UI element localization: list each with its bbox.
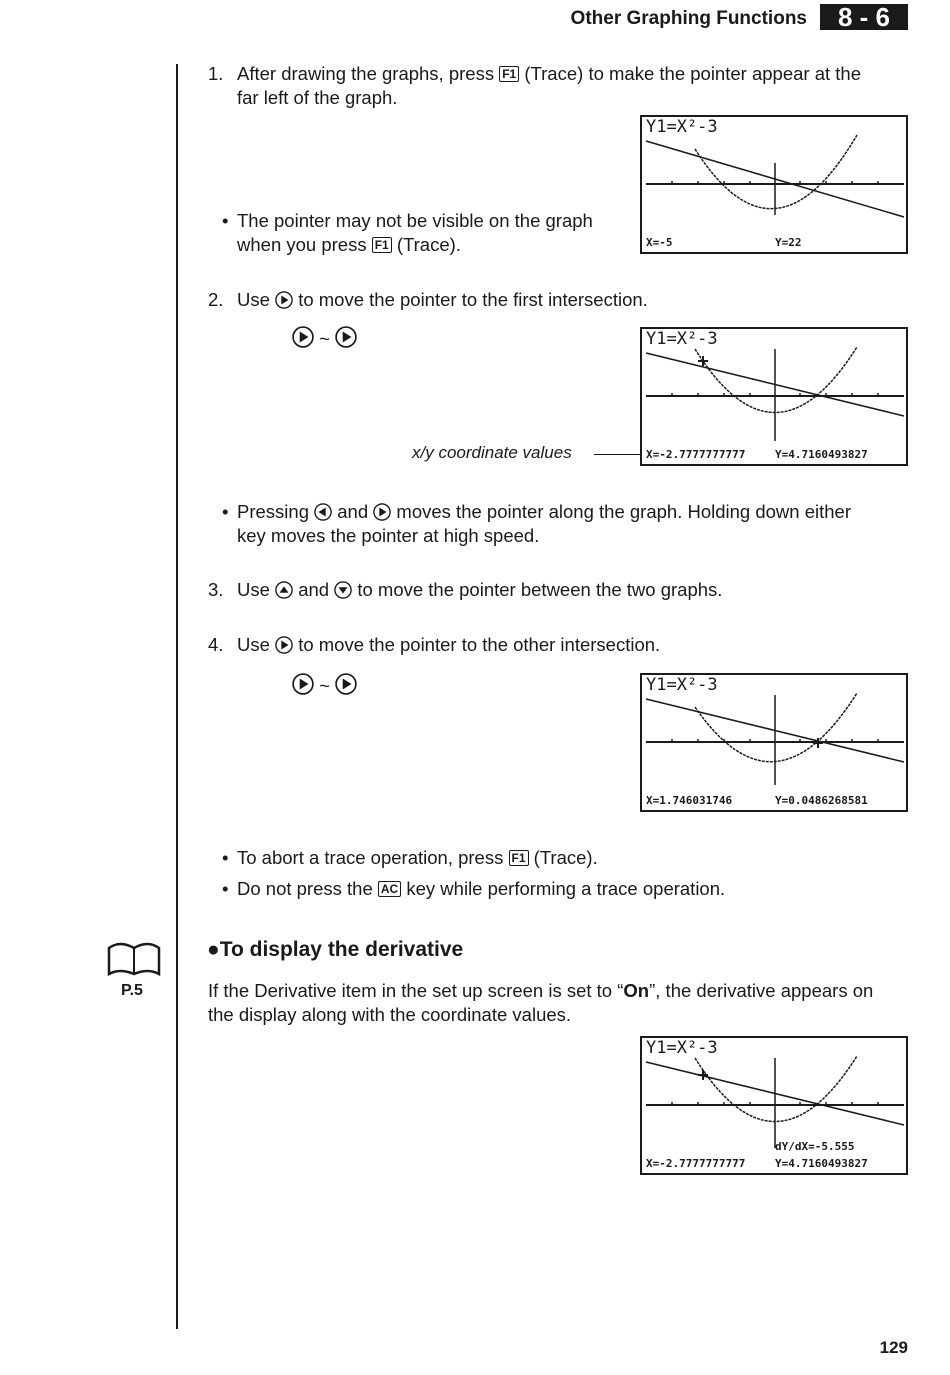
screen-derivative-value: dY/dX=-5.555 (775, 1140, 855, 1153)
margin-rule (176, 64, 178, 1329)
right-arrow-key-icon (335, 673, 357, 695)
step-3-number: 3. (208, 579, 224, 600)
section-heading: ●To display the derivative (207, 938, 464, 961)
page-reference: P.5 (121, 982, 143, 999)
screen-x-value: X=-2.7777777777 (646, 1157, 746, 1170)
f1-key-icon: F1 (509, 850, 529, 866)
screen-x-value: X=1.746031746 (646, 794, 733, 807)
header-title: Other Graphing Functions (570, 8, 807, 29)
down-arrow-key-icon (334, 581, 352, 599)
up-arrow-key-icon (275, 581, 293, 599)
bullet-icon: • (222, 210, 229, 231)
bullet-icon: • (222, 501, 229, 522)
calculator-screen-2 (640, 327, 908, 466)
step-3-text: Use and to move the pointer between the two graphs. (237, 579, 723, 600)
step-4-text: Use to move the pointer to the other intersection. (237, 634, 661, 655)
key-sequence-1: ~ (292, 326, 357, 351)
derivative-paragraph: If the Derivative item in the set up screen is set to “On”, the derivative appears on the display along with the coordinate values. (208, 980, 874, 1025)
bullet-3-text: To abort a trace operation, press F1 (Trace). (237, 847, 598, 868)
calculator-screen-3 (640, 673, 908, 812)
screen-function: Y1=X²-3 (646, 117, 718, 137)
callout-line (594, 454, 644, 455)
right-arrow-key-icon (292, 673, 314, 695)
right-arrow-key-icon (373, 503, 391, 521)
bullet-icon: • (222, 847, 229, 868)
right-arrow-key-icon (292, 326, 314, 348)
left-arrow-key-icon (314, 503, 332, 521)
screen-y-value: Y=4.7160493827 (775, 1157, 868, 1170)
step-1-text: After drawing the graphs, press F1 (Trace) to make the pointer appear at the far left of the graph. (237, 63, 861, 108)
step-2-text: Use to move the pointer to the first intersection. (237, 289, 648, 310)
step-2-number: 2. (208, 289, 224, 310)
right-arrow-key-icon (275, 636, 293, 654)
f1-key-icon: F1 (499, 66, 519, 82)
right-arrow-key-icon (275, 291, 293, 309)
screen-function: Y1=X²-3 (646, 1038, 718, 1058)
bullet-4-text: Do not press the AC key while performing a trace operation. (237, 878, 726, 899)
screen-function: Y1=X²-3 (646, 675, 718, 695)
step-1-number: 1. (208, 63, 224, 84)
book-icon (106, 940, 162, 978)
screen-function: Y1=X²-3 (646, 329, 718, 349)
bullet-1-text: The pointer may not be visible on the graph when you press F1 (Trace). (237, 210, 593, 255)
screen-x-value: X=-2.7777777777 (646, 448, 746, 461)
screen-y-value: Y=0.0486268581 (775, 794, 868, 807)
f1-key-icon: F1 (372, 237, 392, 253)
bullet-icon: • (222, 878, 229, 899)
step-4-number: 4. (208, 634, 224, 655)
calculator-screen-1 (640, 115, 908, 254)
bullet-2-text: Pressing and moves the pointer along the graph. Holding down either key moves the pointer at high speed. (237, 501, 851, 546)
page-number: 129 (879, 1338, 908, 1357)
coordinate-values-label: x/y coordinate values (412, 443, 572, 462)
screen-y-value: Y=4.7160493827 (775, 448, 868, 461)
key-sequence-2: ~ (292, 673, 357, 698)
right-arrow-key-icon (335, 326, 357, 348)
screen-x-value: X=-5 (646, 236, 673, 249)
calculator-screen-4 (640, 1036, 908, 1175)
bullet-dot-icon: ● (207, 938, 220, 961)
ac-key-icon: AC (378, 881, 401, 897)
screen-y-value: Y=22 (775, 236, 802, 249)
section-number: 8 - 6 (820, 4, 908, 30)
